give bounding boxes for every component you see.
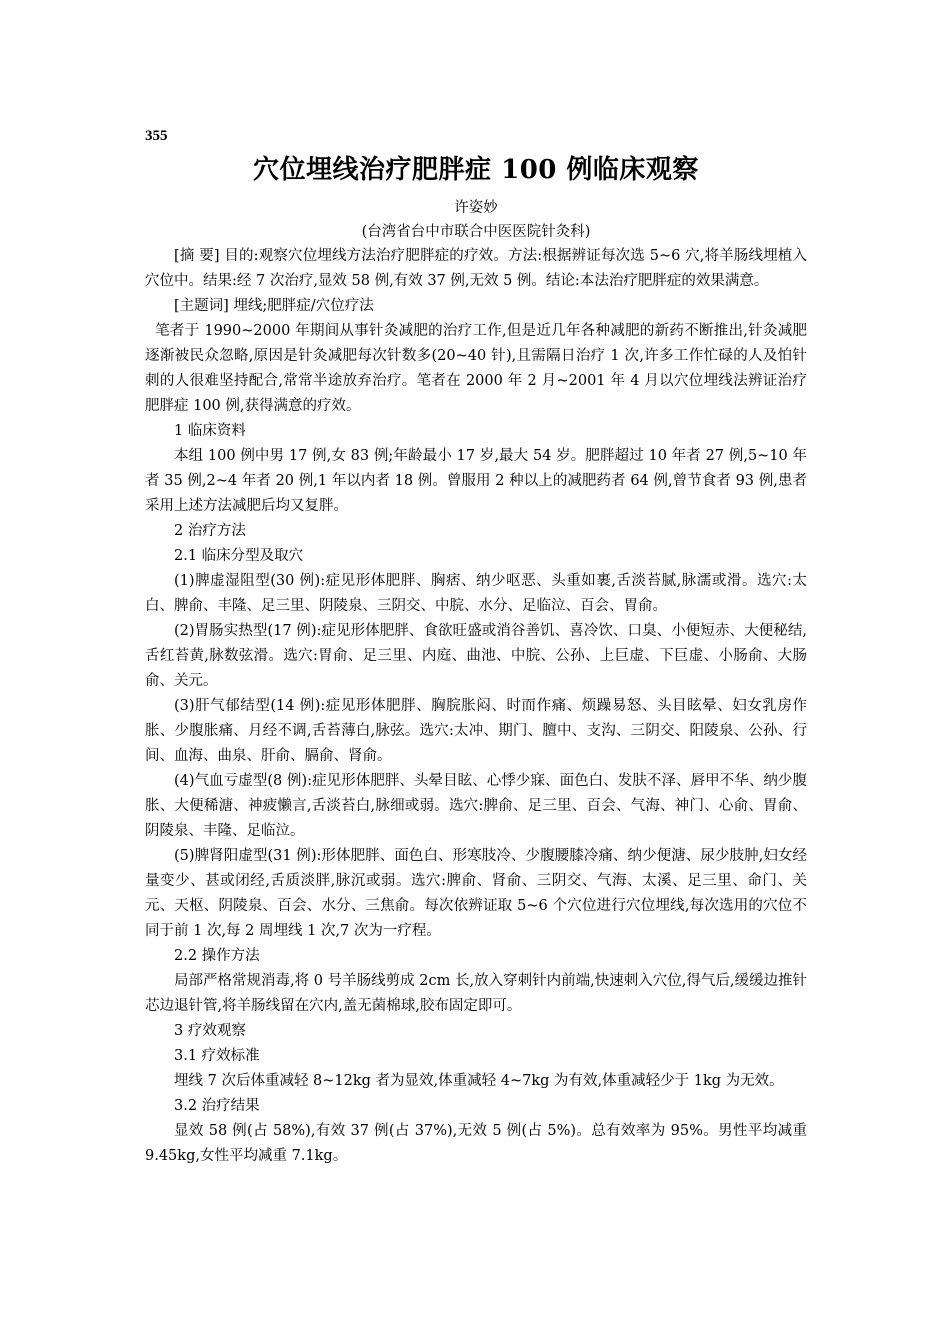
section-heading-1: 1 临床资料 <box>174 423 246 439</box>
syndrome-type-2: (2)胃肠实热型(17 例):症见形体肥胖、食欲旺盛或消谷善饥、喜冷饮、口臭、小便短赤、大便秘结,舌红苔黄,脉数弦滑。选穴:胃俞、足三里、内庭、曲池、中脘、公孙、上巨虚、下巨虚、小肠俞、大肠俞、关元。 <box>145 623 807 689</box>
paper-body <box>145 244 807 1169</box>
intro-paragraph: 笔者于 1990~2000 年期间从事针灸减肥的治疗工作,但是近几年各种减肥的新药不断推出,针灸减肥逐渐被民众忽略,原因是针灸减肥每次针数多(20~40 针),且需隔日治疗 1 次,许多工作忙碌的人及怕针刺的人很难坚持配合,常常半途放弃治疗。笔者在 2000 年 2 月~2001 年 4 月以穴位埋线法辨证治疗肥胖症 100 例,获得满意的疗效。 <box>145 323 807 414</box>
section-heading-2-2: 2.2 操作方法 <box>174 948 260 964</box>
syndrome-type-1: (1)脾虚湿阻型(30 例):症见形体肥胖、胸痞、纳少呕恶、头重如裹,舌淡苔腻,脉濡或滑。选穴:太白、脾俞、丰隆、足三里、阴陵泉、三阴交、中脘、水分、足临泣、百会、胃俞。 <box>145 573 807 614</box>
section-heading-3-1: 3.1 疗效标准 <box>174 1048 260 1064</box>
section-heading-2-1: 2.1 临床分型及取穴 <box>174 548 304 564</box>
syndrome-type-4: (4)气血亏虚型(8 例):症见形体肥胖、头晕目眩、心悸少寐、面色白、发肤不泽、唇甲不华、纳少腹胀、大便稀溏、神疲懒言,舌淡苔白,脉细或弱。选穴:脾俞、足三里、百会、气海、神门、心俞、胃俞、阴陵泉、丰隆、足临泣。 <box>145 773 807 839</box>
syndrome-type-5: (5)脾肾阳虚型(31 例):形体肥胖、面色白、形寒肢冷、少腹腰膝冷痛、纳少便溏、尿少肢肿,妇女经量变少、甚或闭经,舌质淡胖,脉沉或弱。选穴:脾俞、肾俞、三阴交、气海、太溪、足三里、命门、关元、天枢、阴陵泉、百会、水分、三焦俞。每次依辨证取 5~6 个穴位进行穴位埋线,每次选用的穴位不同于前 1 次,每 2 周埋线 1 次,7 次为一疗程。 <box>145 848 807 939</box>
paper-title: 穴位埋线治疗肥胖症 100 例临床观察 <box>253 155 699 185</box>
page-number: 355 <box>145 128 168 144</box>
section-1-text: 本组 100 例中男 17 例,女 83 例;年龄最小 17 岁,最大 54 岁。肥胖超过 10 年者 27 例,5~10 年者 35 例,2~4 年者 20 例,1 年以内者 18 例。曾服用 2 种以上的减肥药者 64 例,曾节食者 93 例,患者采用上述方法减肥后均又复胖。 <box>145 448 807 514</box>
author: 许姿妙 <box>454 200 498 216</box>
section-3-2-text: 显效 58 例(占 58%),有效 37 例(占 37%),无效 5 例(占 5%)。总有效率为 95%。男性平均减重 9.45kg,女性平均减重 7.1kg。 <box>145 1123 807 1164</box>
abstract: [摘 要] 目的:观察穴位埋线方法治疗肥胖症的疗效。方法:根据辨证每次选 5~6 穴,将羊肠线埋植入穴位中。结果:经 7 次治疗,显效 58 例,有效 37 例,无效 5 例。结论:本法治疗肥胖症的效果满意。 <box>145 248 807 289</box>
syndrome-type-3: (3)肝气郁结型(14 例):症见形体肥胖、胸脘胀闷、时而作痛、烦躁易怒、头目眩晕、妇女乳房作胀、少腹胀痛、月经不调,舌苔薄白,脉弦。选穴:太冲、期门、膻中、支沟、三阴交、阳陵泉、公孙、行间、血海、曲泉、肝俞、膈俞、肾俞。 <box>145 698 807 764</box>
section-2-2-text: 局部严格常规消毒,将 0 号羊肠线剪成 2cm 长,放入穿刺针内前端,快速刺入穴位,得气后,缓缓边推针芯边退针管,将羊肠线留在穴内,盖无菌棉球,胶布固定即可。 <box>145 973 807 1014</box>
affiliation: (台湾省台中市联合中医医院针灸科) <box>361 224 591 240</box>
section-heading-2: 2 治疗方法 <box>174 523 246 539</box>
section-3-1-text: 埋线 7 次后体重减轻 8~12kg 者为显效,体重减轻 4~7kg 为有效,体重减轻少于 1kg 为无效。 <box>174 1073 784 1089</box>
paper-page <box>145 124 807 1169</box>
section-heading-3: 3 疗效观察 <box>174 1023 246 1039</box>
keywords: [主题词] 埋线;肥胖症/穴位疗法 <box>174 298 374 314</box>
section-heading-3-2: 3.2 治疗结果 <box>174 1098 260 1114</box>
